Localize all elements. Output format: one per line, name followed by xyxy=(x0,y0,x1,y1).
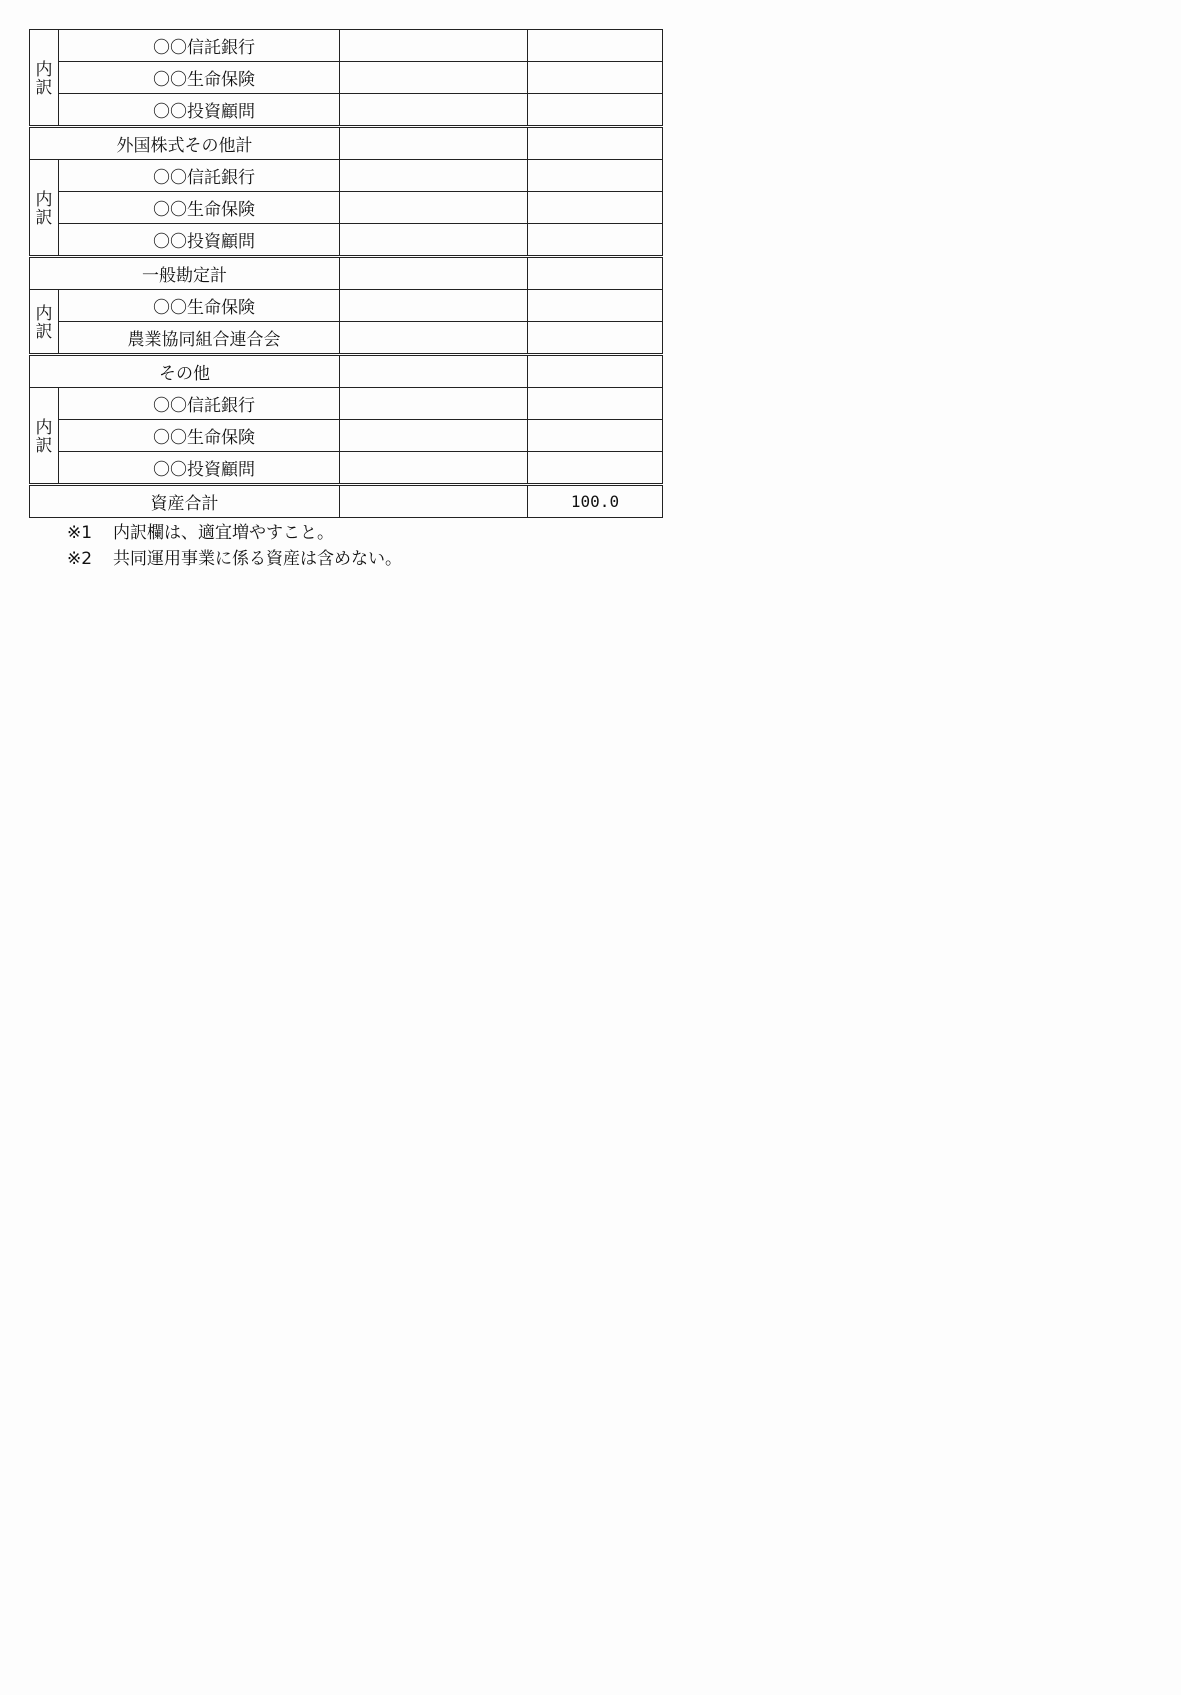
footnote xyxy=(67,546,662,572)
subtotal-row xyxy=(30,355,663,388)
percent-cell xyxy=(528,192,663,224)
percent-cell xyxy=(528,160,663,192)
breakdown-label-cell: 内 訳 xyxy=(30,290,59,355)
amount-cell xyxy=(340,127,528,160)
subtotal-row xyxy=(30,127,663,160)
percent-cell xyxy=(528,452,663,485)
footnotes xyxy=(29,520,662,572)
item-name-cell: 〇〇信託銀行 xyxy=(59,388,340,420)
breakdown-label-cell: 内 訳 xyxy=(30,30,59,127)
percent-cell xyxy=(528,420,663,452)
amount-cell xyxy=(340,355,528,388)
table-row xyxy=(30,94,663,127)
subtotal-label-cell: その他 xyxy=(30,355,340,388)
table-row xyxy=(30,290,663,322)
total-percent-cell: 100.0 xyxy=(528,485,663,518)
amount-cell xyxy=(340,290,528,322)
item-name-cell: 〇〇投資顧問 xyxy=(59,452,340,485)
footnote-mark: ※1 xyxy=(67,523,93,543)
percent-cell xyxy=(528,322,663,355)
amount-cell xyxy=(340,257,528,290)
table-row xyxy=(30,224,663,257)
percent-cell xyxy=(528,94,663,127)
footnote-text: 共同運用事業に係る資産は含めない。 xyxy=(113,549,402,569)
table-row xyxy=(30,388,663,420)
item-name-cell: 〇〇投資顧問 xyxy=(59,94,340,127)
total-row xyxy=(30,485,663,518)
item-name-cell: 〇〇生命保険 xyxy=(59,420,340,452)
amount-cell xyxy=(340,224,528,257)
amount-cell xyxy=(340,420,528,452)
subtotal-row xyxy=(30,257,663,290)
item-name-cell: 〇〇信託銀行 xyxy=(59,30,340,62)
table-row xyxy=(30,62,663,94)
total-label-cell: 資産合計 xyxy=(30,485,340,518)
asset-breakdown-table xyxy=(29,29,663,518)
item-name-cell: 〇〇投資顧問 xyxy=(59,224,340,257)
total-amount-cell xyxy=(340,485,528,518)
amount-cell xyxy=(340,452,528,485)
footnote-text: 内訳欄は、適宜増やすこと。 xyxy=(113,523,334,543)
table-row xyxy=(30,452,663,485)
subtotal-label-cell: 一般勘定計 xyxy=(30,257,340,290)
table-row xyxy=(30,30,663,62)
table-row xyxy=(30,160,663,192)
table-row xyxy=(30,322,663,355)
percent-cell xyxy=(528,62,663,94)
percent-cell xyxy=(528,388,663,420)
percent-cell xyxy=(528,30,663,62)
item-name-cell: 〇〇信託銀行 xyxy=(59,160,340,192)
percent-cell xyxy=(528,257,663,290)
table-row xyxy=(30,420,663,452)
footnote-mark: ※2 xyxy=(67,549,93,569)
amount-cell xyxy=(340,94,528,127)
amount-cell xyxy=(340,192,528,224)
amount-cell xyxy=(340,62,528,94)
percent-cell xyxy=(528,355,663,388)
item-name-cell: 農業協同組合連合会 xyxy=(59,322,340,355)
document-sheet xyxy=(29,29,662,572)
item-name-cell: 〇〇生命保険 xyxy=(59,62,340,94)
item-name-cell: 〇〇生命保険 xyxy=(59,290,340,322)
amount-cell xyxy=(340,322,528,355)
amount-cell xyxy=(340,388,528,420)
amount-cell xyxy=(340,30,528,62)
footnote xyxy=(67,520,662,546)
breakdown-label-cell: 内 訳 xyxy=(30,160,59,257)
percent-cell xyxy=(528,290,663,322)
breakdown-label-cell: 内 訳 xyxy=(30,388,59,485)
percent-cell xyxy=(528,127,663,160)
amount-cell xyxy=(340,160,528,192)
percent-cell xyxy=(528,224,663,257)
table-row xyxy=(30,192,663,224)
subtotal-label-cell: 外国株式その他計 xyxy=(30,127,340,160)
item-name-cell: 〇〇生命保険 xyxy=(59,192,340,224)
